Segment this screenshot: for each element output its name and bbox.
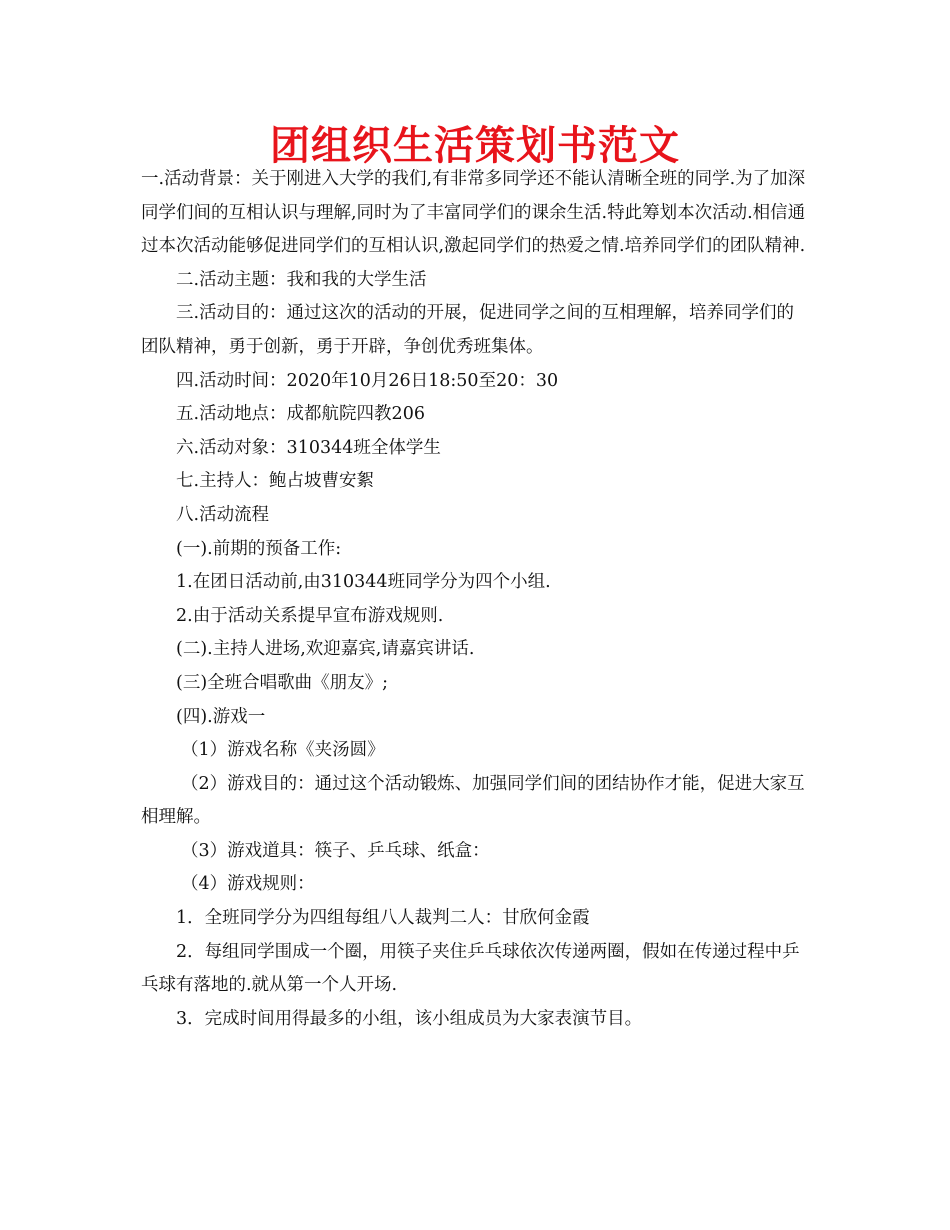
paragraph-hosts: 七.主持人：鲍占坡曹安絮 (176, 471, 375, 492)
paragraph-time: 四.活动时间：2020年10月26日18:50至20：30 (176, 370, 559, 391)
paragraph-process-heading: 八.活动流程 (176, 504, 270, 525)
document-title: 团组织生活策划书范文 (270, 123, 680, 169)
document-body (141, 163, 811, 1036)
paragraph-theme: 二.活动主题：我和我的大学生活 (176, 269, 427, 290)
paragraph-location: 五.活动地点：成都航院四教206 (176, 404, 425, 425)
paragraph-rule-1: 1．全班同学分为四组每组八人裁判二人：甘欣何金霞 (176, 908, 590, 929)
paragraph-rule-3: 3．完成时间用得最多的小组，该小组成员为大家表演节目。 (176, 1008, 643, 1029)
paragraph-game-rules: （4）游戏规则： (181, 874, 315, 895)
paragraph-prep-heading: (一).前期的预备工作: (176, 538, 342, 559)
paragraph-game-props: （3）游戏道具：筷子、乒乓球、纸盒： (181, 840, 490, 861)
paragraph-rule-2: 2．每组同学围成一个圈，用筷子夹住乒乓球依次传递两圈，假如在传递过程中乒乓球有落地的.就从第一个人开场. (141, 941, 800, 996)
paragraph-audience: 六.活动对象：310344班全体学生 (176, 437, 441, 458)
paragraph-chorus: (三)全班合唱歌曲《朋友》; (176, 672, 389, 693)
paragraph-background: 一.活动背景：关于刚进入大学的我们,有非常多同学还不能认清晰全班的同学.为了加深同学们间的互相认识与理解,同时为了丰富同学们的课余生活.特此筹划本次活动.相信通过本次活动能够促进同学们的互相认识,激起同学们的热爱之情.培养同学们的团队精神. (141, 169, 806, 257)
paragraph-purpose: 三.活动目的：通过这次的活动的开展，促进同学之间的互相理解，培养同学们的团队精神，勇于创新，勇于开辟，争创优秀班集体。 (141, 303, 795, 357)
paragraph-game-purpose: （2）游戏目的：通过这个活动锻炼、加强同学们间的团结协作才能，促进大家互相理解。 (141, 773, 805, 828)
paragraph-prep-item-1: 1.在团日活动前,由310344班同学分为四个小组. (176, 572, 551, 593)
paragraph-host-entry: (二).主持人进场,欢迎嘉宾,请嘉宾讲话. (176, 639, 475, 660)
paragraph-prep-item-2: 2.由于活动关系提早宣布游戏规则. (176, 605, 444, 626)
paragraph-game-name: （1）游戏名称《夹汤圆》 (181, 740, 385, 761)
paragraph-game-one: (四).游戏一 (176, 706, 266, 727)
